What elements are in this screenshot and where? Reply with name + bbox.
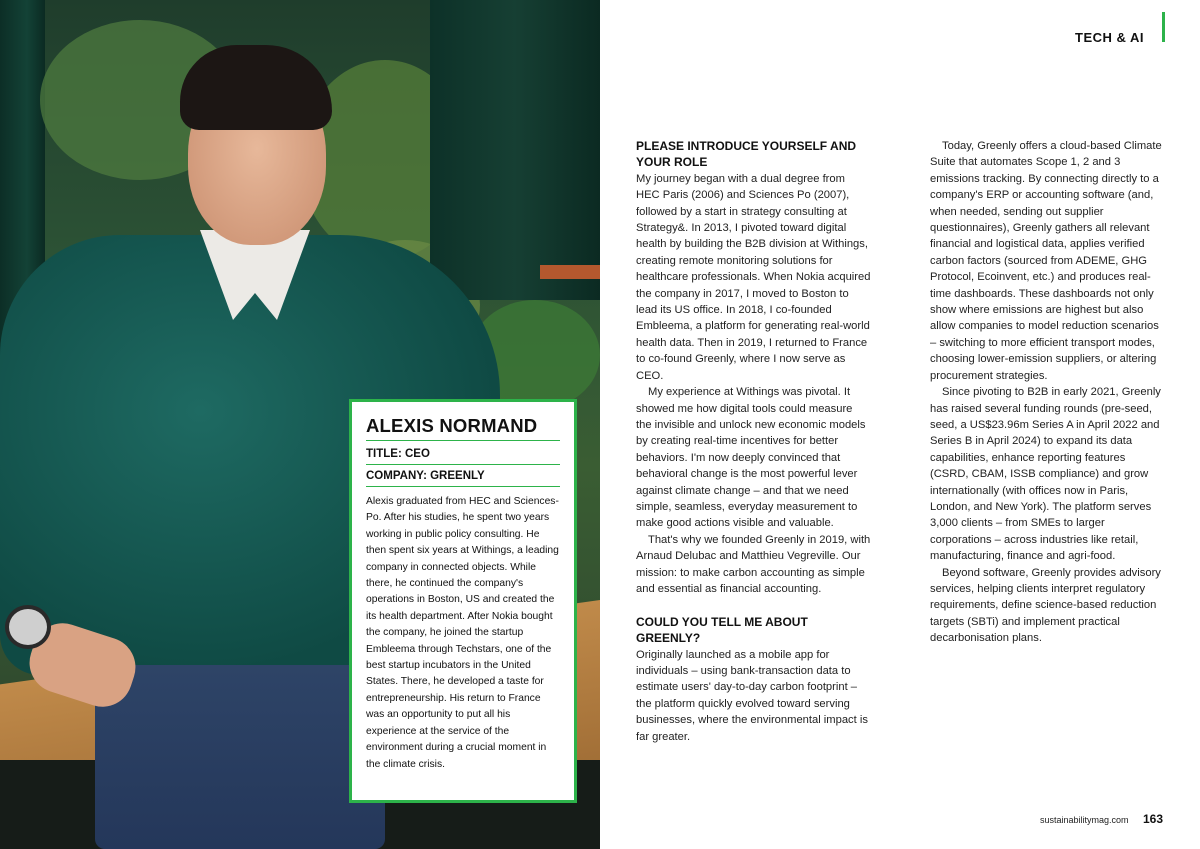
- paragraph: My experience at Withings was pivotal. It showed me how digital tools could measure the invisible and unlock new economic models by creating real-time incentives for better behaviors. I'm now deeply convinced that behavioral change is the most powerful lever against climate change – and that we need simple, seamless, everyday measurement to make good actions visible and valuable.: [636, 386, 866, 530]
- jeans: [95, 665, 385, 849]
- page-number: 163: [1143, 812, 1164, 826]
- spacer: [636, 597, 871, 613]
- profile-bio: Alexis graduated from HEC and Sciences-Po. After his studies, he spent two years working in public policy consulting. He then spent six years at Withings, a leading company in connected objects. While there, he continued the company's operations in Boston, US and created the its health department. After Nokia bought the company, he joined the startup Embleema through Techstars, one of the best startup incubators in the United States. There, he developed a taste for entrepreneurship. His return to France was an opportunity to put all his experience at the service of the environment during a crucial moment in the climate crisis.: [366, 496, 559, 770]
- section-tag: TECH & AI: [1075, 30, 1145, 45]
- railing: [540, 265, 600, 279]
- article-column-1: [636, 138, 871, 745]
- profile-company: COMPANY: GREENLY: [366, 465, 560, 487]
- curtain-right: [430, 0, 600, 300]
- section-accent-rule: [1162, 12, 1165, 42]
- question-heading: PLEASE INTRODUCE YOURSELF AND YOUR ROLE: [636, 139, 857, 170]
- paragraph: Since pivoting to B2B in early 2021, Greenly has raised several funding rounds (pre-seed, seed, a US$23.96m Series A in April 2022 and Series B in April 2024) to expand its data capabilities, enhance reporting features (CSRD, CBAM, ISSB compliance) and grow internationally (with offices now in Paris, London, and New York). The platform serves 3,000 clients – from SMEs to larger corporations – across industries like retail, manufacturing, finance and agri-food.: [930, 386, 1161, 563]
- profile-card: [349, 399, 577, 803]
- footer-url[interactable]: sustainabilitymag.com: [1040, 815, 1129, 825]
- profile-title: TITLE: CEO: [366, 443, 560, 465]
- paragraph: My journey began with a dual degree from HEC Paris (2006) and Sciences Po (2007), followed by a start in strategy consulting at Strategy&. In 2013, I pivoted toward digital health by building the B2B division at Withings, creating remote monitoring solutions for healthcare professionals. When Nokia acquired the company in 2017, I moved to Boston to lead its US office. In 2018, I co-founded Embleema, a platform for generating real-world health data. Then in 2019, I returned to France to co-found Greenly, where I now serve as CEO.: [636, 172, 871, 382]
- question-heading: COULD YOU TELL ME ABOUT GREENLY?: [636, 614, 808, 646]
- hair: [180, 45, 332, 130]
- profile-name: ALEXIS NORMAND: [366, 415, 560, 441]
- paragraph: Beyond software, Greenly provides advisory services, helping clients interpret regulatory requirements, define science-based reduction targets (SBTi) and implement practical decarbonisation plans.: [930, 566, 1161, 645]
- article-column-2: [930, 138, 1165, 647]
- paragraph: That's why we founded Greenly in 2019, with Arnaud Delubac and Matthieu Vegreville. Our mission: to make carbon accounting as simple and essential as financial accounting.: [636, 533, 871, 595]
- paragraph: Today, Greenly offers a cloud-based Climate Suite that automates Scope 1, 2 and 3 emissions tracking. By connecting directly to a company's ERP or accounting software (and, when needed, sending out supplier questionnaires), Greenly gathers all relevant financial and logistical data, applies verified carbon factors (sourced from ADEME, GHG Protocol, Ecoinvent, etc.) and produces real-time dashboards. These dashboards not only show where emissions are highest but also allow companies to model reduction scenarios – switching to more efficient transport modes, choosing lower-emission suppliers, or altering procurement strategies.: [930, 140, 1162, 382]
- watch-icon: [5, 605, 51, 649]
- paragraph: Originally launched as a mobile app for individuals – using bank-transaction data to estimate users' day-to-day carbon footprint – the platform quickly evolved toward serving businesses, where the environmental impact is far greater.: [636, 648, 868, 743]
